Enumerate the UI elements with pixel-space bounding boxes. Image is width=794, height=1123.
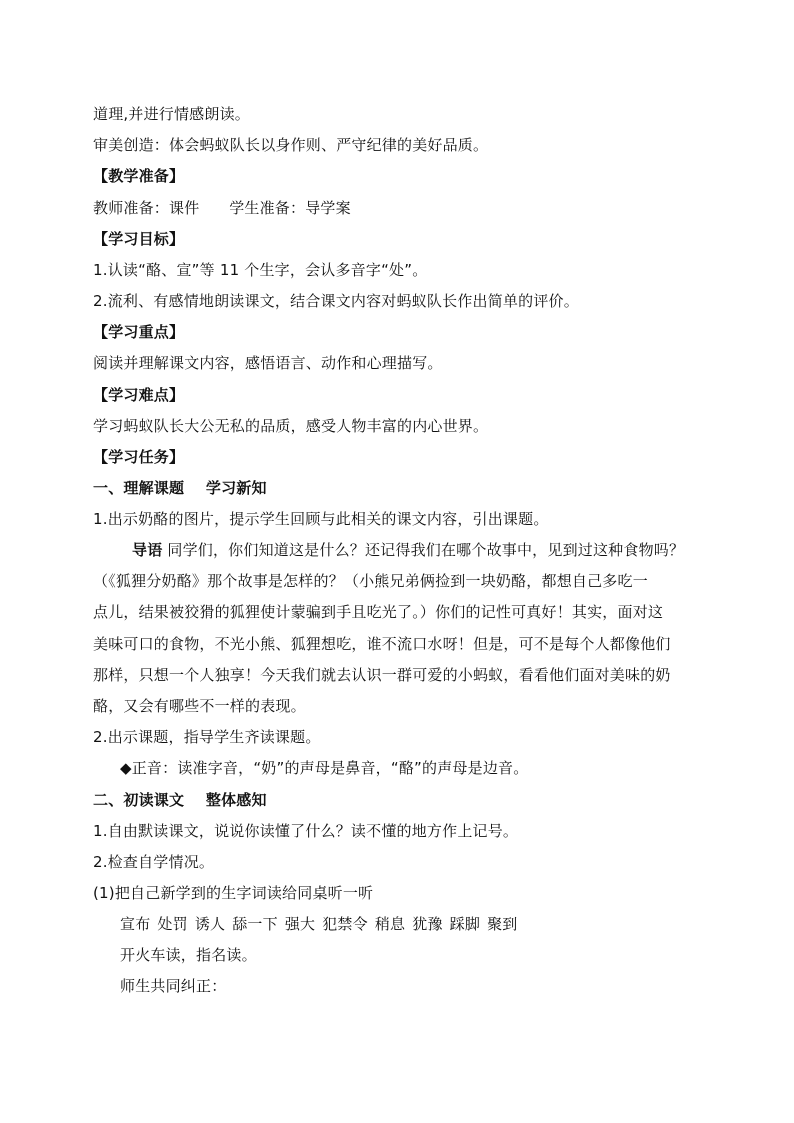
section-heading: 【学习重点】 [93,323,185,341]
text-line: 教师准备：课件 学生准备：导学案 [93,199,351,217]
section-heading: 【学习难点】 [93,386,185,404]
intro-paragraph-line: 酪，又会有哪些不一样的表现。 [93,697,306,715]
intro-lead: 导语 [132,541,163,559]
vocab-word: 稍息 [374,915,406,933]
text-line: 道理,并进行情感朗读。 [93,105,250,123]
note-line: ◆正音：读准字音，“奶”的声母是鼻音，“酪”的声母是边音。 [120,759,529,777]
text-line: 1.出示奶酪的图片，提示学生回顾与此相关的课文内容，引出课题。 [93,510,549,528]
vocab-word: 踩脚 [449,915,481,933]
intro-paragraph-line: （《狐狸分奶酪》那个故事是怎样的？（小熊兄弟俩捡到一块奶酪，都想自己多吃一 [93,572,648,590]
vocab-word: 聚到 [487,915,518,933]
section-heading: 一、理解课题 学习新知 [93,479,267,497]
text-line: 1.认读“酪、宣”等 11 个生字，会认多音字“处”。 [93,261,428,279]
intro-text: 同学们，你们知道这是什么？还记得我们在哪个故事中，见到过这种食物吗？ [162,541,685,559]
section-heading: 【学习任务】 [93,448,185,466]
vocab-word: 处罚 [157,915,188,933]
intro-paragraph-line: 点儿，结果被狡猾的狐狸使计蒙骗到手且吃光了。）你们的记性可真好！其实，面对这 [93,603,664,621]
text-line: 学习蚂蚁队长大公无私的品质，感受人物丰富的内心世界。 [93,417,489,435]
vocab-word: 宣布 [120,915,151,933]
section-heading: 【学习目标】 [93,230,185,248]
vocab-word: 犹豫 [412,915,443,933]
text-line: 2.流利、有感情地朗读课文，结合课文内容对蚂蚁队长作出简单的评价。 [93,292,579,310]
section-heading: 二、初读课文 整体感知 [93,791,267,809]
text-line: (1)把自己新学到的生字词读给同桌听一听 [93,884,374,902]
text-line: 2.出示课题，指导学生齐读课题。 [93,728,321,746]
text-line: 师生共同纠正： [120,977,227,995]
intro-paragraph-line: 那样，只想一个人独享！今天我们就去认识一群可爱的小蚂蚁，看看他们面对美味的奶 [93,666,671,684]
vocab-word: 犯禁令 [322,915,368,933]
intro-paragraph-line [132,540,684,560]
text-line: 1.自由默读课文，说说你读懂了什么？读不懂的地方作上记号。 [93,822,519,840]
section-heading: 【教学准备】 [93,167,185,185]
vocab-word: 强大 [284,915,316,933]
intro-paragraph-line: 美味可口的食物，不光小熊、狐狸想吃，谁不流口水呀！但是，可不是每个人都像他们 [93,635,671,653]
vocab-word: 诱人 [194,915,226,933]
text-line: 审美创造：体会蚂蚁队长以身作则、严守纪律的美好品质。 [93,136,489,154]
text-line: 开火车读，指名读。 [120,946,257,964]
vocab-word-list [120,914,524,934]
vocab-word: 舔一下 [232,915,278,933]
text-line: 2.检查自学情况。 [93,853,215,871]
text-line: 阅读并理解课文内容，感悟语言、动作和心理描写。 [93,354,443,372]
